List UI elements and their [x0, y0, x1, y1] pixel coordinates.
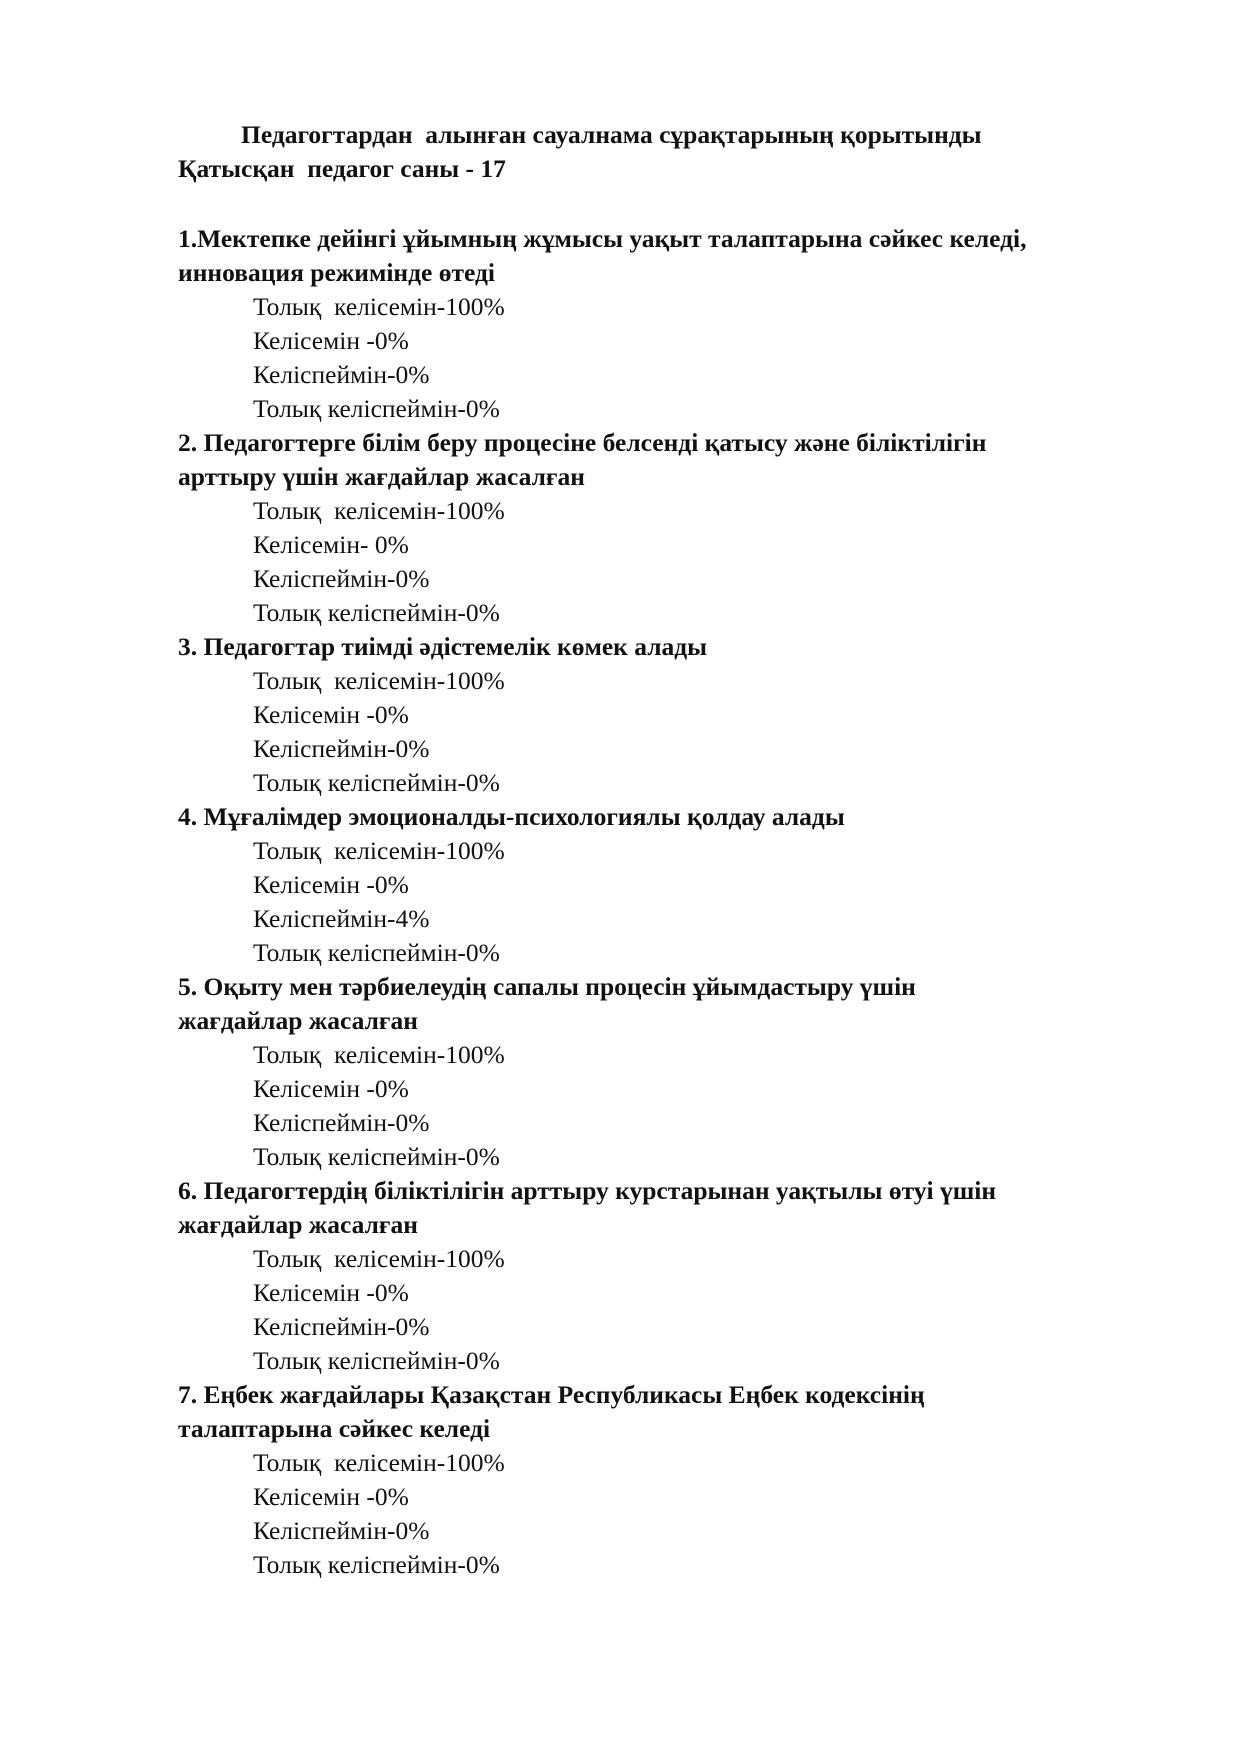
answer-list [178, 494, 1178, 630]
question-block [178, 1378, 1178, 1582]
answer-list [178, 664, 1178, 800]
question-text [178, 800, 1178, 834]
question-text-line: 6. Педагогтердің біліктілігін арттыру курстарынан уақтылы өтуі үшін [178, 1176, 997, 1205]
answer-item: Келіспеймін-0% [253, 734, 430, 763]
question-text-line: 7. Еңбек жағдайлары Қазақстан Республикасы Еңбек кодексінің [178, 1380, 925, 1409]
answer-item: Толық келіспеймін-0% [253, 938, 500, 967]
answer-item: Келіспеймін-0% [253, 1516, 430, 1545]
answer-item: Келісемін- 0% [253, 530, 409, 559]
question-block [178, 222, 1178, 426]
questions-list [178, 222, 1178, 1582]
answer-item: Келісемін -0% [253, 1278, 409, 1307]
answer-item: Толық келіспеймін-0% [253, 394, 500, 423]
question-text-line: 1.Мектепке дейінгі ұйымның жұмысы уақыт талаптарына сәйкес келеді, [178, 224, 1027, 253]
question-text-line: 2. Педагогтерге білім беру процесіне белсенді қатысу және біліктілігін [178, 428, 987, 457]
answer-item: Келіспеймін-0% [253, 1312, 430, 1341]
question-text [178, 1174, 1178, 1242]
question-block [178, 970, 1178, 1174]
question-block [178, 630, 1178, 800]
question-text [178, 222, 1178, 290]
answer-item: Толық келіспеймін-0% [253, 768, 500, 797]
answer-item: Келісемін -0% [253, 1482, 409, 1511]
document-header [178, 118, 1178, 186]
question-text-line: арттыру үшін жағдайлар жасалған [178, 462, 585, 491]
question-text-line: жағдайлар жасалған [178, 1006, 418, 1035]
participants-count: Қатысқан педагог саны - 17 [178, 154, 506, 183]
answer-list [178, 1038, 1178, 1174]
answer-item: Толық келіспеймін-0% [253, 1550, 500, 1579]
answer-item: Толық келіспеймін-0% [253, 1142, 500, 1171]
question-text [178, 630, 1178, 664]
answer-item: Келіспеймін-0% [253, 360, 430, 389]
answer-item: Келісемін -0% [253, 326, 409, 355]
answer-item: Келіспеймін-4% [253, 904, 430, 933]
question-text-line: талаптарына сәйкес келеді [178, 1414, 491, 1443]
question-text [178, 970, 1178, 1038]
answer-item: Толық келісемін-100% [253, 1040, 505, 1069]
answer-item: Толық келісемін-100% [253, 1244, 505, 1273]
answer-item: Келісемін -0% [253, 870, 409, 899]
answer-item: Келіспеймін-0% [253, 1108, 430, 1137]
answer-item: Толық келісемін-100% [253, 496, 505, 525]
answer-item: Толық келісемін-100% [253, 292, 505, 321]
answer-item: Толық келіспеймін-0% [253, 598, 500, 627]
question-text-line: инновация режимінде өтеді [178, 258, 495, 287]
question-text-line: 4. Мұғалімдер эмоционалды-психологиялы қолдау алады [178, 802, 845, 831]
question-text-line: 3. Педагогтар тиімді әдістемелік көмек алады [178, 632, 708, 661]
answer-item: Келісемін -0% [253, 700, 409, 729]
answer-item: Толық келісемін-100% [253, 1448, 505, 1477]
question-text [178, 426, 1178, 494]
document-title: Педагогтардан алынған сауалнама сұрақтарының қорытынды [241, 120, 982, 149]
answer-item: Толық келісемін-100% [253, 666, 505, 695]
question-text-line: жағдайлар жасалған [178, 1210, 418, 1239]
answer-list [178, 1446, 1178, 1582]
answer-item: Толық келіспеймін-0% [253, 1346, 500, 1375]
question-block [178, 800, 1178, 970]
answer-list [178, 290, 1178, 426]
answer-item: Келіспеймін-0% [253, 564, 430, 593]
answer-item: Келісемін -0% [253, 1074, 409, 1103]
answer-list [178, 1242, 1178, 1378]
question-text [178, 1378, 1178, 1446]
answer-list [178, 834, 1178, 970]
question-block [178, 426, 1178, 630]
question-block [178, 1174, 1178, 1378]
answer-item: Толық келісемін-100% [253, 836, 505, 865]
question-text-line: 5. Оқыту мен тәрбиелеудің сапалы процесін ұйымдастыру үшін [178, 972, 916, 1001]
